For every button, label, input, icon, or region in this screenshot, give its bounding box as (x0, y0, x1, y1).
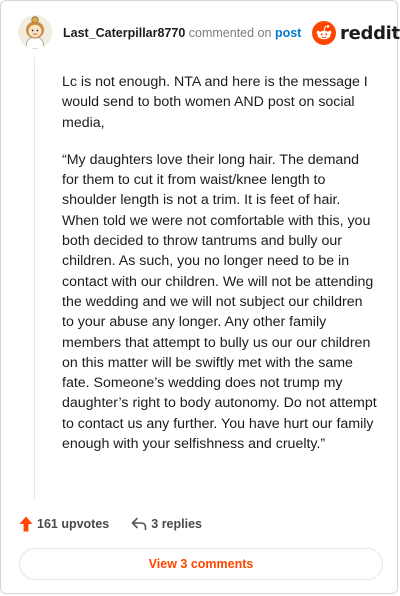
username[interactable]: Last_Caterpillar8770 (63, 26, 186, 40)
reddit-wordmark: reddit (340, 22, 400, 44)
upvote-arrow-icon (19, 516, 33, 532)
user-avatar[interactable] (18, 15, 52, 49)
replies-button[interactable] (131, 517, 202, 531)
upvote-button[interactable] (19, 516, 109, 532)
post-link[interactable]: post (274, 26, 302, 40)
comment-header (63, 26, 301, 40)
reply-arrow-icon (131, 517, 147, 531)
action-text: commented on (188, 26, 272, 40)
view-comments-button[interactable]: View 3 comments (19, 548, 383, 580)
comment-paragraph: “My daughters love their long hair. The demand for them to cut it from waist/knee length to shoulder length is not a trim. It is feet of hair. When told we were not comfortable with this, you both decided to throw tantrums and bully our children. As such, you no longer need to be in contact with our children. We will not be attending the wedding and we will not subject our children to your abuse any longer. Any other family members that attempt to bully us our our children on this matter will be swiftly met with the same fate. Someone’s wedding does not trump my daughter’s right to body autonomy. Do not attempt to contact us any further. You have hurt our family enough with your selfishness and cruelty.” (62, 151, 377, 453)
upvote-count: 161 upvotes (37, 517, 110, 531)
thread-line[interactable] (34, 57, 35, 499)
comment-paragraph: Lc is not enough. NTA and here is the message I would send to both women AND post on social media, (62, 74, 368, 131)
reply-count: 3 replies (151, 517, 202, 531)
comment-body (62, 72, 377, 471)
reddit-snoo-icon (312, 21, 336, 45)
reddit-logo[interactable] (312, 21, 400, 45)
comment-footer (19, 514, 202, 534)
